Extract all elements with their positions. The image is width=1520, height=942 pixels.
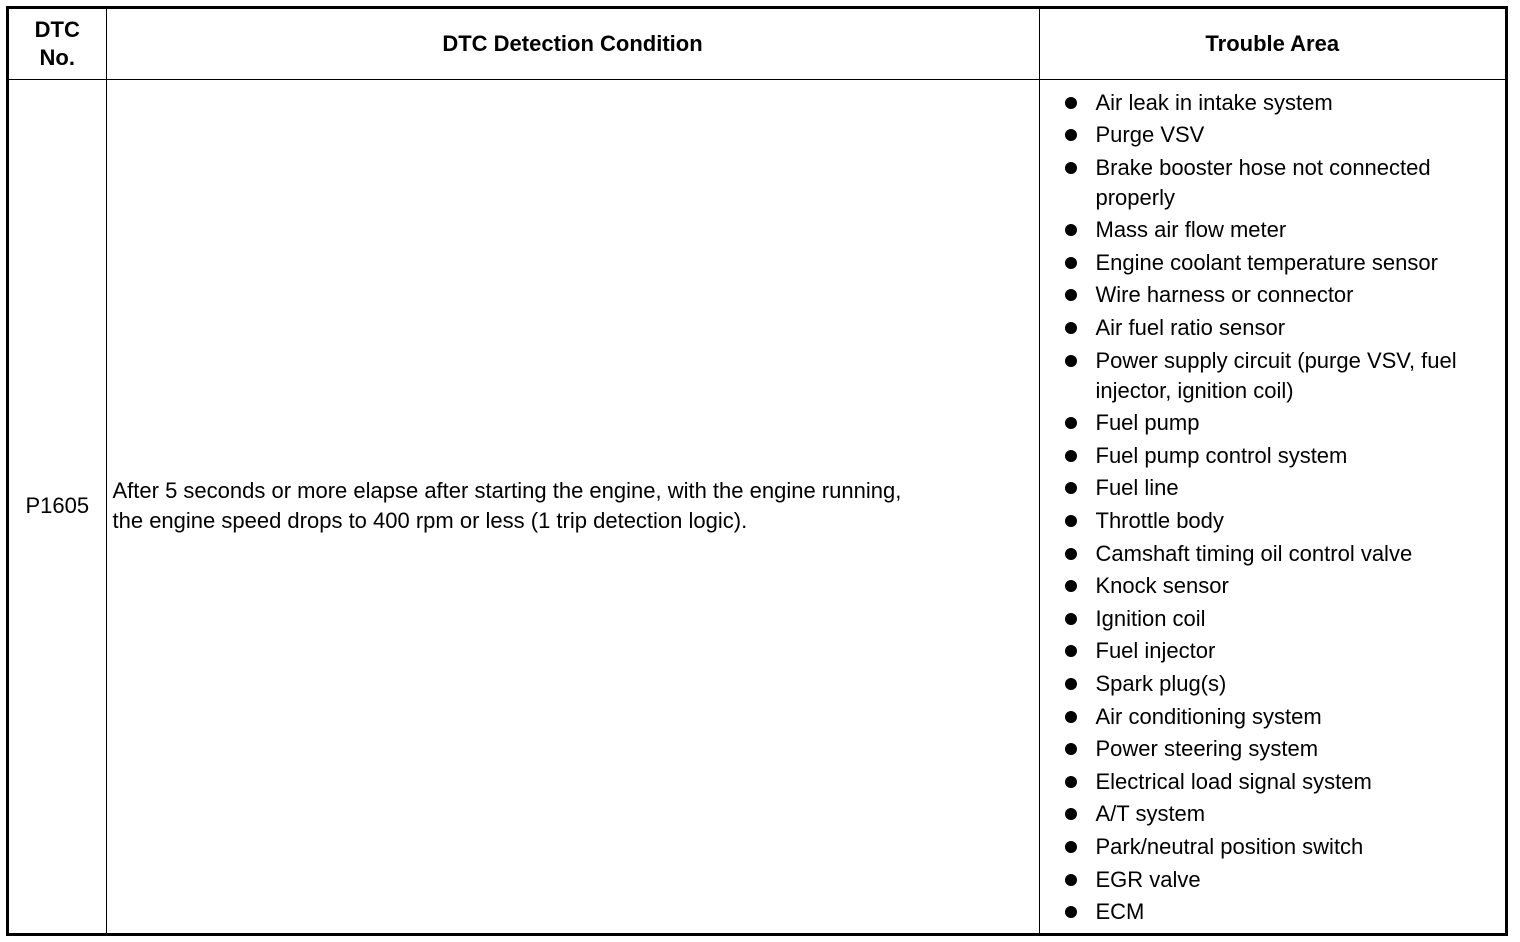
header-condition: DTC Detection Condition: [106, 9, 1039, 79]
trouble-area-cell: [1039, 79, 1505, 933]
bullet-icon: [1065, 355, 1077, 367]
trouble-area-item: Engine coolant temperature sensor: [1095, 249, 1438, 275]
list-item: [1064, 897, 1506, 927]
list-item: [1064, 88, 1506, 118]
list-item: [1064, 441, 1506, 471]
bullet-icon: [1065, 711, 1077, 723]
bullet-icon: [1065, 808, 1077, 820]
bullet-icon: [1065, 417, 1077, 429]
trouble-area-item: Knock sensor: [1095, 573, 1229, 599]
bullet-icon: [1065, 613, 1077, 625]
list-item: [1064, 153, 1506, 213]
detection-condition: [106, 79, 1039, 933]
bullet-icon: [1065, 678, 1077, 690]
list-item: [1064, 571, 1506, 601]
trouble-area-item: Power steering system: [1095, 736, 1319, 762]
list-item: [1064, 408, 1506, 438]
trouble-area-item: Ignition coil: [1095, 605, 1206, 631]
trouble-area-item: Air conditioning system: [1095, 703, 1322, 729]
bullet-icon: [1065, 645, 1077, 657]
list-item: [1064, 539, 1506, 569]
trouble-area-item: A/T system: [1095, 801, 1206, 827]
trouble-area-item: Power supply circuit (purge VSV, fuel injector, ignition coil): [1095, 347, 1457, 403]
trouble-area-item: Air fuel ratio sensor: [1095, 315, 1286, 341]
trouble-area-item: Electrical load signal system: [1095, 768, 1372, 794]
header-dtc-no-line1: DTC: [34, 16, 80, 42]
trouble-area-item: ECM: [1095, 899, 1145, 925]
list-item: [1064, 767, 1506, 797]
bullet-icon: [1065, 743, 1077, 755]
trouble-area-item: Fuel pump: [1095, 410, 1200, 436]
header-dtc-no: [9, 9, 106, 79]
trouble-area-item: Camshaft timing oil control valve: [1095, 540, 1413, 566]
list-item: [1064, 799, 1506, 829]
bullet-icon: [1065, 97, 1077, 109]
trouble-area-item: Air leak in intake system: [1095, 89, 1333, 115]
detection-condition-line1: After 5 seconds or more elapse after starting the engine, with the engine running,: [112, 478, 902, 504]
list-item: [1064, 248, 1506, 278]
bullet-icon: [1065, 548, 1077, 560]
list-item: [1064, 280, 1506, 310]
trouble-area-item: Park/neutral position switch: [1095, 833, 1364, 859]
header-trouble-area: Trouble Area: [1039, 9, 1505, 79]
bullet-icon: [1065, 906, 1077, 918]
list-item: [1064, 346, 1506, 406]
list-item: [1064, 734, 1506, 764]
dtc-table: [9, 9, 1505, 933]
bullet-icon: [1065, 450, 1077, 462]
bullet-icon: [1065, 874, 1077, 886]
list-item: [1064, 473, 1506, 503]
trouble-area-item: Mass air flow meter: [1095, 217, 1287, 243]
list-item: [1064, 832, 1506, 862]
trouble-area-item: Fuel injector: [1095, 638, 1216, 664]
trouble-area-item: Wire harness or connector: [1095, 282, 1354, 308]
bullet-icon: [1065, 841, 1077, 853]
trouble-area-list: [1040, 88, 1506, 928]
list-item: [1064, 604, 1506, 634]
bullet-icon: [1065, 515, 1077, 527]
trouble-area-item: Fuel line: [1095, 475, 1179, 501]
table-row: [9, 79, 1505, 933]
list-item: [1064, 669, 1506, 699]
bullet-icon: [1065, 776, 1077, 788]
trouble-area-item: Brake booster hose not connected properly: [1095, 154, 1431, 210]
trouble-area-item: Purge VSV: [1095, 122, 1205, 148]
list-item: [1064, 120, 1506, 150]
bullet-icon: [1065, 322, 1077, 334]
trouble-area-item: Spark plug(s): [1095, 671, 1227, 696]
header-dtc-no-line2: No.: [39, 44, 75, 70]
header-row: [9, 9, 1505, 79]
list-item: [1064, 215, 1506, 245]
list-item: [1064, 313, 1506, 343]
bullet-icon: [1065, 224, 1077, 236]
trouble-area-item: Throttle body: [1095, 508, 1224, 534]
dtc-table-frame: [6, 6, 1508, 936]
list-item: [1064, 636, 1506, 666]
bullet-icon: [1065, 162, 1077, 174]
bullet-icon: [1065, 129, 1077, 141]
trouble-area-item: EGR valve: [1095, 866, 1201, 892]
bullet-icon: [1065, 482, 1077, 494]
trouble-area-item: Fuel pump control system: [1095, 442, 1348, 468]
list-item: [1064, 865, 1506, 895]
bullet-icon: [1065, 580, 1077, 592]
bullet-icon: [1065, 289, 1077, 301]
detection-condition-line2: the engine speed drops to 400 rpm or less (1 trip detection logic).: [112, 508, 748, 534]
list-item: [1064, 506, 1506, 536]
dtc-code: P1605: [9, 79, 106, 933]
bullet-icon: [1065, 257, 1077, 269]
list-item: [1064, 702, 1506, 732]
